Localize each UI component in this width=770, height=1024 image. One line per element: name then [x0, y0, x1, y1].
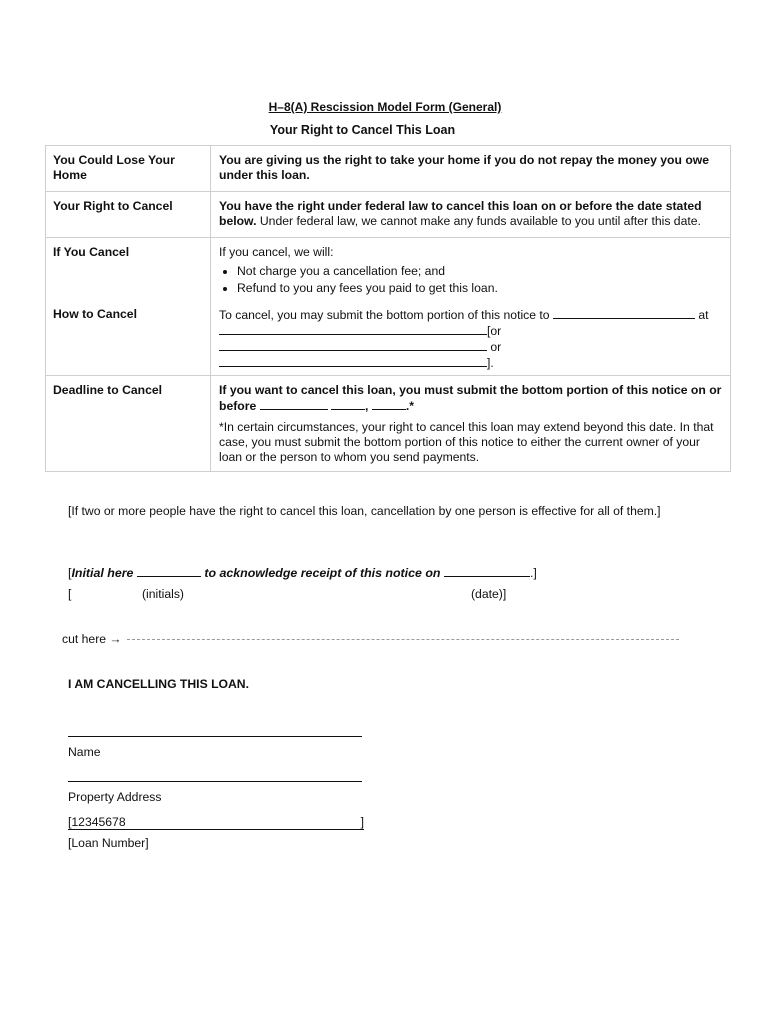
deadline-tail: .* — [405, 399, 414, 413]
label-right-to-cancel: Your Right to Cancel — [46, 192, 211, 238]
right-to-cancel-bold: You have the right under federal law to cancel this loan on or before the date stated below. — [219, 199, 702, 228]
deadline-comma: , — [365, 399, 369, 413]
how-or-2: or — [490, 339, 502, 354]
blank-address-3 — [219, 355, 487, 367]
form-subtitle: Your Right to Cancel This Loan — [269, 123, 456, 137]
loan-number-value: [12345678 — [68, 815, 126, 829]
name-label: Name — [68, 745, 101, 759]
ack-open: [ — [68, 566, 72, 580]
address-label: Property Address — [68, 790, 162, 804]
text-deadline — [211, 376, 731, 472]
loan-number-close: ] — [360, 815, 364, 829]
loan-number-field[interactable] — [68, 815, 364, 830]
label-lose-home: You Could Lose Your Home — [46, 146, 211, 192]
cut-here-label: cut here → — [62, 632, 122, 646]
blank-deadline-day — [331, 398, 365, 410]
list-item: • Refund to you any fees you paid to get this loan. — [237, 281, 722, 296]
how-end: ]. — [487, 355, 494, 370]
blank-deadline-year — [372, 398, 406, 410]
deadline-bold: If you want to cancel this loan, you must submit the bottom portion of this notice on or before — [219, 383, 722, 413]
text-how-to-cancel — [211, 300, 731, 376]
row-deadline — [46, 376, 731, 472]
if-cancel-intro: If you cancel, we will: — [219, 245, 334, 259]
initials-field[interactable] — [137, 564, 201, 577]
text-right-to-cancel — [211, 192, 731, 238]
how-or-1: [or — [487, 323, 502, 338]
ack-initial-here: Initial here — [71, 566, 134, 580]
ack-close: .] — [529, 566, 537, 580]
name-signature-line[interactable] — [68, 736, 362, 737]
blank-deadline-date — [260, 398, 328, 410]
list-item: • Not charge you a cancellation fee; and — [237, 264, 722, 279]
form-title: H–8(A) Rescission Model Form (General) — [268, 100, 502, 114]
label-deadline: Deadline to Cancel — [46, 376, 211, 472]
blank-address-2 — [219, 339, 487, 351]
row-if-cancel — [46, 238, 731, 300]
if-cancel-list — [219, 264, 722, 296]
text-if-cancel — [211, 238, 731, 300]
rescission-table — [45, 145, 731, 472]
row-how-to-cancel — [46, 300, 731, 376]
text-lose-home: You are giving us the right to take your home if you do not repay the money you owe under this loan. — [211, 146, 731, 192]
label-if-cancel: If You Cancel — [46, 238, 211, 300]
right-to-cancel-normal: Under federal law, we cannot make any funds available to you until after this date. — [259, 214, 701, 228]
how-at: at — [698, 307, 709, 322]
ack-middle: to acknowledge receipt of this notice on — [204, 566, 441, 580]
date-field[interactable] — [444, 564, 530, 577]
row-right-to-cancel — [46, 192, 731, 238]
ack-row-open: [ — [68, 587, 72, 601]
cut-line — [127, 639, 679, 640]
address-line[interactable] — [68, 781, 362, 782]
blank-recipient — [553, 307, 695, 319]
row-lose-home — [46, 146, 731, 192]
cancel-heading: I AM CANCELLING THIS LOAN. — [68, 677, 249, 691]
acknowledge-line — [68, 564, 537, 580]
label-how-to-cancel: How to Cancel — [46, 300, 211, 376]
deadline-note: *In certain circumstances, your right to cancel this loan may extend beyond this date. In that case, you must submit the bottom portion of this notice to either the current owner of your loan or the person to whom you send payments. — [219, 420, 714, 464]
multi-person-note: [If two or more people have the right to cancel this loan, cancellation by one person is effective for all of them.] — [68, 504, 661, 518]
blank-address-1 — [219, 323, 487, 335]
initials-label: (initials) — [142, 587, 184, 601]
date-label: (date)] — [471, 587, 507, 601]
how-to-cancel-text: To cancel, you may submit the bottom portion of this notice to — [219, 307, 550, 322]
loan-number-label: [Loan Number] — [68, 836, 149, 850]
